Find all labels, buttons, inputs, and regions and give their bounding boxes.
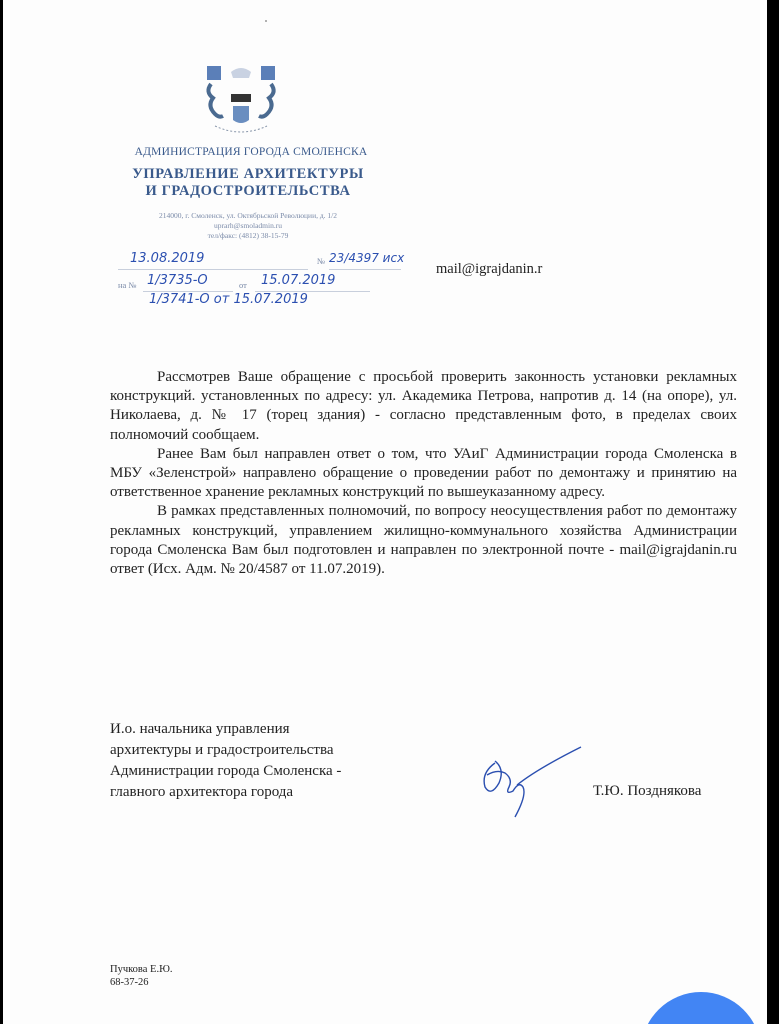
from-label: от xyxy=(239,280,247,290)
signatory-title xyxy=(110,719,341,803)
number-field xyxy=(329,251,405,270)
date-field xyxy=(118,251,308,270)
signatory-name: Т.Ю. Позднякова xyxy=(593,783,702,799)
document-page xyxy=(3,0,767,1024)
department-line-1: УПРАВЛЕНИЕ АРХИТЕКТУРЫ xyxy=(132,166,364,182)
floating-action-button[interactable] xyxy=(641,992,761,1024)
signatory-title-line: главного архитектора города xyxy=(110,784,294,800)
ref-number-field xyxy=(143,273,233,292)
org-contacts xyxy=(113,211,383,241)
paragraph-1: Рассмотрев Ваше обращение с просьбой проверить законность установки рекламных конструкций. установленных по адресу: ул. Академика Петрова, напротив д. 14 (на опоре), ул. Николаева, д. № 17 (торец здания) - согласно представленным фото, в пределах своих полномочий сообщаем. xyxy=(110,369,737,443)
department-line-2: И ГРАДОСТРОИТЕЛЬСТВА xyxy=(145,183,351,199)
signatory-title-line: архитектуры и градостроительства xyxy=(110,742,334,758)
signatory-title-line: Администрации города Смоленска - xyxy=(110,763,342,779)
org-phone: тел/факс: (4812) 38-15-79 xyxy=(207,231,289,240)
org-name: АДМИНИСТРАЦИЯ ГОРОДА СМОЛЕНСКА xyxy=(134,146,368,158)
recipient-email: mail@igrajdanin.r xyxy=(436,261,543,277)
letter-body xyxy=(110,368,737,579)
executor-phone: 68-37-26 xyxy=(110,977,149,988)
handwritten-number: 23/4397 исх xyxy=(329,251,405,265)
paragraph-3: В рамках представленных полномочий, по вопросу неосуществления работ по демонтажу рекламных конструкций, управлением жилищно-коммунального хозяйства Администрации города Смоленска Вам был подготовлен и направлен по электронной почте - mail@igrajdanin.ru ответ (Исх. Адм. № 20/4587 от 11.07.2019). xyxy=(110,503,737,578)
handwritten-ref-2: 1/3741-О от 15.07.2019 xyxy=(149,292,308,307)
ref-label: на № xyxy=(118,280,137,290)
handwritten-date: 13.08.2019 xyxy=(130,251,205,266)
executor-info xyxy=(110,963,173,989)
coat-of-arms-icon xyxy=(201,64,281,138)
handwritten-signature-icon xyxy=(473,745,583,820)
number-label: № xyxy=(317,256,326,266)
department-name xyxy=(113,166,383,200)
executor-name: Пучкова Е.Ю. xyxy=(110,964,173,975)
ref-date-field xyxy=(255,273,370,292)
scan-speck xyxy=(265,20,267,22)
handwritten-ref-number: 1/3735-О xyxy=(147,273,208,288)
org-email: uprarh@smoladmin.ru xyxy=(214,221,282,230)
org-address: 214000, г. Смоленск, ул. Октябрьской Революции, д. 1/2 xyxy=(159,211,337,220)
handwritten-ref-date: 15.07.2019 xyxy=(261,273,336,288)
signatory-title-line: И.о. начальника управления xyxy=(110,721,290,737)
paragraph-2: Ранее Вам был направлен ответ о том, что УАиГ Администрации города Смоленска в МБУ «Зеленстрой» направлено обращение о проведении работ по демонтажу и принятию на ответственное хранение рекламных конструкций по вышеуказанному адресу. xyxy=(110,445,737,501)
